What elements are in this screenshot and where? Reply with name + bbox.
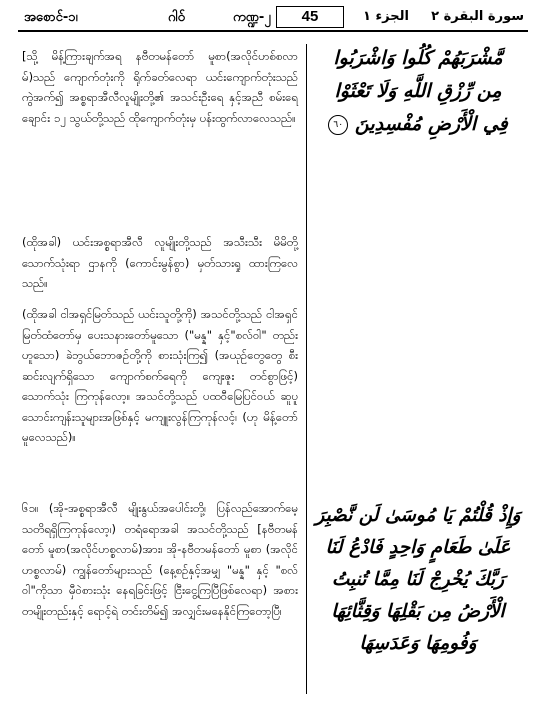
ayah-number-marker: ٦٠ <box>328 115 348 135</box>
column-divider <box>306 44 307 694</box>
translation-paragraph: (ထိုအခါ) ယင်းအစ္စရာအီလီ လူမျိုးတို့သည် အသီးသီး မိမိတို့ သောက်သုံးရာ ဌာနကို (ကောင်းမွန်စွာ) မှတ်သားရှု ထားကြလေသည်။ <box>22 235 298 290</box>
arabic-line: وَإِذْ قُلْتُمْ يَا مُوسَىٰ لَن نَّصْبِرَ <box>315 505 521 526</box>
arabic-line <box>314 108 522 141</box>
page-number: 45 <box>276 6 344 28</box>
translation-paragraph: (ထိုအခါ ငါအရှင်မြတ်သည် ယင်းသူတို့ကို) အသင်တို့သည် ငါအရှင်မြတ်ထံတော်မှ ပေးသနားတော်မူသော ("မန္န" နှင့်"စလ်ဝါ" တည်းဟူသော) ခဲဘွယ်ဘောဇဉ်တို့ကို စားသုံးကြ၍ (အယုဉ်တွေတွေ စီးဆင်းလျက်ရှိသော ကျောက်စက်ရေကို ကျေးဇူး တင်စွာဖြင့်) သောက်သုံး ကြကုန်လော့။ အသင်တို့သည် ပထဝီမြေပြင်ဝယ် ဆူပူ သောင်းကျန်းသူများအဖြစ်နှင့် မကျူးလွန်ကြကုန်လင့်၊ (ဟု မိန့်တော်မူလေသည်)။ <box>22 307 298 444</box>
header-juz: الجزء ١ <box>363 9 409 24</box>
arabic-line: عَلَىٰ طَعَامٍ وَاحِدٍ فَادْعُ لَنَا <box>325 537 511 558</box>
header-part: ဂါဝ် <box>168 10 185 25</box>
arabic-line: الْأَرْضُ مِن بَقْلِهَا وَقِثَّائِهَا <box>331 601 505 622</box>
page-header <box>18 6 528 32</box>
arabic-line: وَفُومِهَا وَعَدَسِهَا <box>359 633 477 654</box>
arabic-line: مِن رِّزْقِ اللَّهِ وَلَا تَعْثَوْا <box>334 80 502 102</box>
arabic-line-text: فِي الْأَرْضِ مُفْسِدِينَ <box>354 113 508 135</box>
translation-paragraph: [သို့ မိန့်ကြားချက်အရ နဗီတမန်တော် မူစာ(အလိုင်ဟစ်စလာမ်)သည် ကျောက်တုံးကို ရိုက်ခတ်လေရာ ယင်းကျောက်တုံးသည် ကွဲအက်၍ အစ္စရာအီလီလူမျိုးတို့၏ အသင်းဦးရေ နှင့်အညီ စမ်းရေချောင်း ၁၂ သွယ်တို့သည် ထိုကျောက်တုံးမှ ပန်းထွက်လာလေသည်။ <box>22 49 298 125</box>
arabic-line: رَبَّكَ يُخْرِجْ لَنَا مِمَّا تُنبِتُ <box>331 569 505 590</box>
header-section: ကဏ္ဍ-၂ <box>233 10 271 25</box>
arabic-verse-60 <box>314 42 522 141</box>
arabic-verse-61 <box>314 500 522 660</box>
arabic-line: مَّشْرَبَهُمْ كُلُوا وَاشْرَبُوا <box>333 47 503 69</box>
header-surah: سورة البقرة ٢ <box>431 9 524 24</box>
translation-paragraph: ၆၁။ (အို-အစ္စရာအီလီ မျိုးနွယ်အပေါင်းတို့၊ ပြန်လည်အောက်မေ့သတိရရှိကြကုန်လော့၊) တရံရောအခါ အသင်တို့သည် [နဗီတမန်တော် မူစာ(အလိုင်ဟစ္စလာမ်)အား၊ အို-နဗီတမန်တော် မူစာ (အလိုင်ဟစ္စလာမ်) ကျွန်တော်များသည် (နေ့စဉ်နှင့်အမျှ "မန္န" နှင့် "စလ်ဝါ"ကိုသာ မှီဝဲစားသုံး နေရခြင်းဖြင့် ငြီးငွေ့ကြပြီဖြစ်လေရာ) အစားတမျိုးတည်းနှင့် ရောင့်ရဲ တင်းတိမ်၍ အလျှင်းမနေနိုင်ကြတော့ပြီ၊ <box>22 501 298 618</box>
header-volume: အစောင်-၁၊ <box>24 10 78 25</box>
